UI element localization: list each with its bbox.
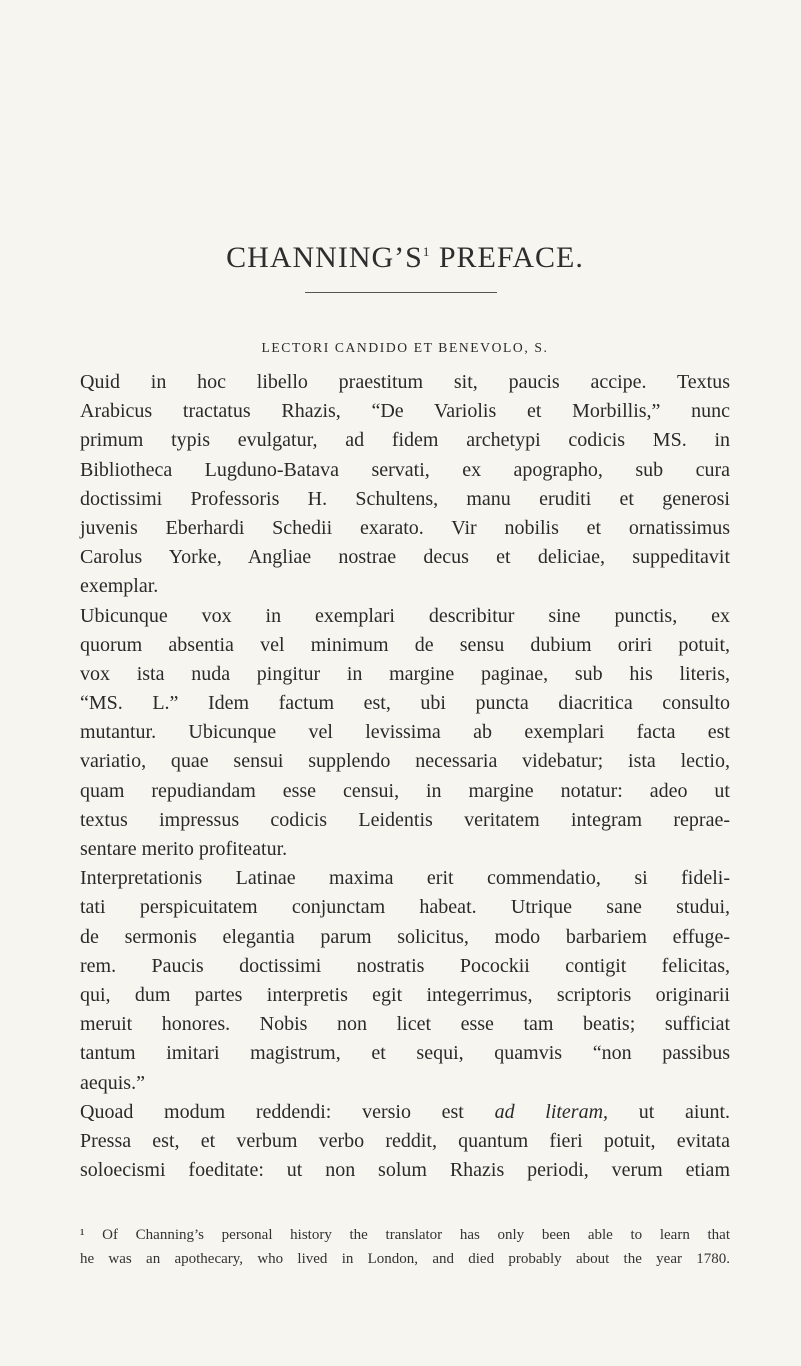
text-segment: Quoad modum reddendi: versio est (80, 1100, 495, 1123)
text-line: Arabicus tractatus Rhazis, “De Variolis et Morbillis,” nunc (80, 400, 730, 423)
title-end: PREFACE. (430, 241, 584, 274)
text-line: quorum absentia vel minimum de sensu dubium oriri potuit, (80, 633, 730, 656)
text-line: rem. Paucis doctissimi nostratis Pocockii contigit felicitas, (80, 954, 730, 977)
body-text (80, 368, 730, 1185)
text-line: sentare merito profiteatur. (80, 838, 288, 860)
text-line: textus impressus codicis Leidentis veritatem integram reprae- (80, 808, 730, 831)
text-line: de sermonis elegantia parum solicitus, modo barbariem effuge- (80, 925, 730, 948)
text-line-with-italic (80, 1098, 730, 1127)
text-line: juvenis Eberhardi Schedii exarato. Vir nobilis et ornatissimus (80, 516, 730, 539)
footnote-marker: 1 (422, 244, 431, 259)
salutation: LECTORI CANDIDO ET BENEVOLO, S. (261, 340, 549, 355)
text-line: quam repudiandam esse censui, in margine notatur: adeo ut (80, 779, 730, 802)
text-line: aequis.” (80, 1071, 145, 1094)
footnote-line: he was an apothecary, who lived in London, and died probably about the year 1780. (80, 1251, 730, 1267)
text-line: Quid in hoc libello praestitum sit, paucis accipe. Textus (80, 371, 730, 393)
title-name: CHANNING’S (226, 241, 423, 274)
text-segment: ut aiunt. (608, 1100, 730, 1123)
footnote-line: ¹ Of Channing’s personal history the translator has only been able to learn that (80, 1227, 730, 1243)
text-line: primum typis evulgatur, ad fidem archetypi codicis MS. in (80, 429, 730, 452)
text-line: qui, dum partes interpretis egit integerrimus, scriptoris originarii (80, 983, 730, 1006)
text-line: vox ista nuda pingitur in margine paginae, sub his literis, (80, 662, 730, 685)
footnote (80, 1223, 730, 1271)
text-line: “MS. L.” Idem factum est, ubi puncta diacritica consulto (80, 692, 730, 715)
text-line: tati perspicuitatem conjunctam habeat. Utrique sane studui, (80, 896, 730, 919)
text-line: mutantur. Ubicunque vel levissima ab exemplari facta est (80, 721, 730, 744)
italic-phrase: ad literam, (494, 1100, 609, 1123)
text-line: meruit honores. Nobis non licet esse tam beatis; sufficiat (80, 1013, 730, 1036)
page-title (80, 240, 730, 276)
text-line: soloecismi foeditate: ut non solum Rhazis periodi, verum etiam (80, 1159, 730, 1182)
text-line: Pressa est, et verbum verbo reddit, quantum fieri potuit, evitata (80, 1129, 730, 1152)
text-line: tantum imitari magistrum, et sequi, quamvis “non passibus (80, 1042, 730, 1065)
title-rule (305, 292, 497, 293)
text-line: exemplar. (80, 575, 159, 598)
text-line: Carolus Yorke, Angliae nostrae decus et deliciae, suppeditavit (80, 546, 730, 569)
text-line: doctissimi Professoris H. Schultens, manu eruditi et generosi (80, 487, 730, 510)
text-line: Bibliotheca Lugduno-Batava servati, ex apographo, sub cura (80, 458, 730, 481)
document-page (80, 0, 730, 1366)
text-line: Interpretationis Latinae maxima erit commendatio, si fideli- (80, 867, 730, 890)
text-line: Ubicunque vox in exemplari describitur sine punctis, ex (80, 604, 730, 627)
text-line: variatio, quae sensui supplendo necessaria videbatur; ista lectio, (80, 750, 730, 773)
